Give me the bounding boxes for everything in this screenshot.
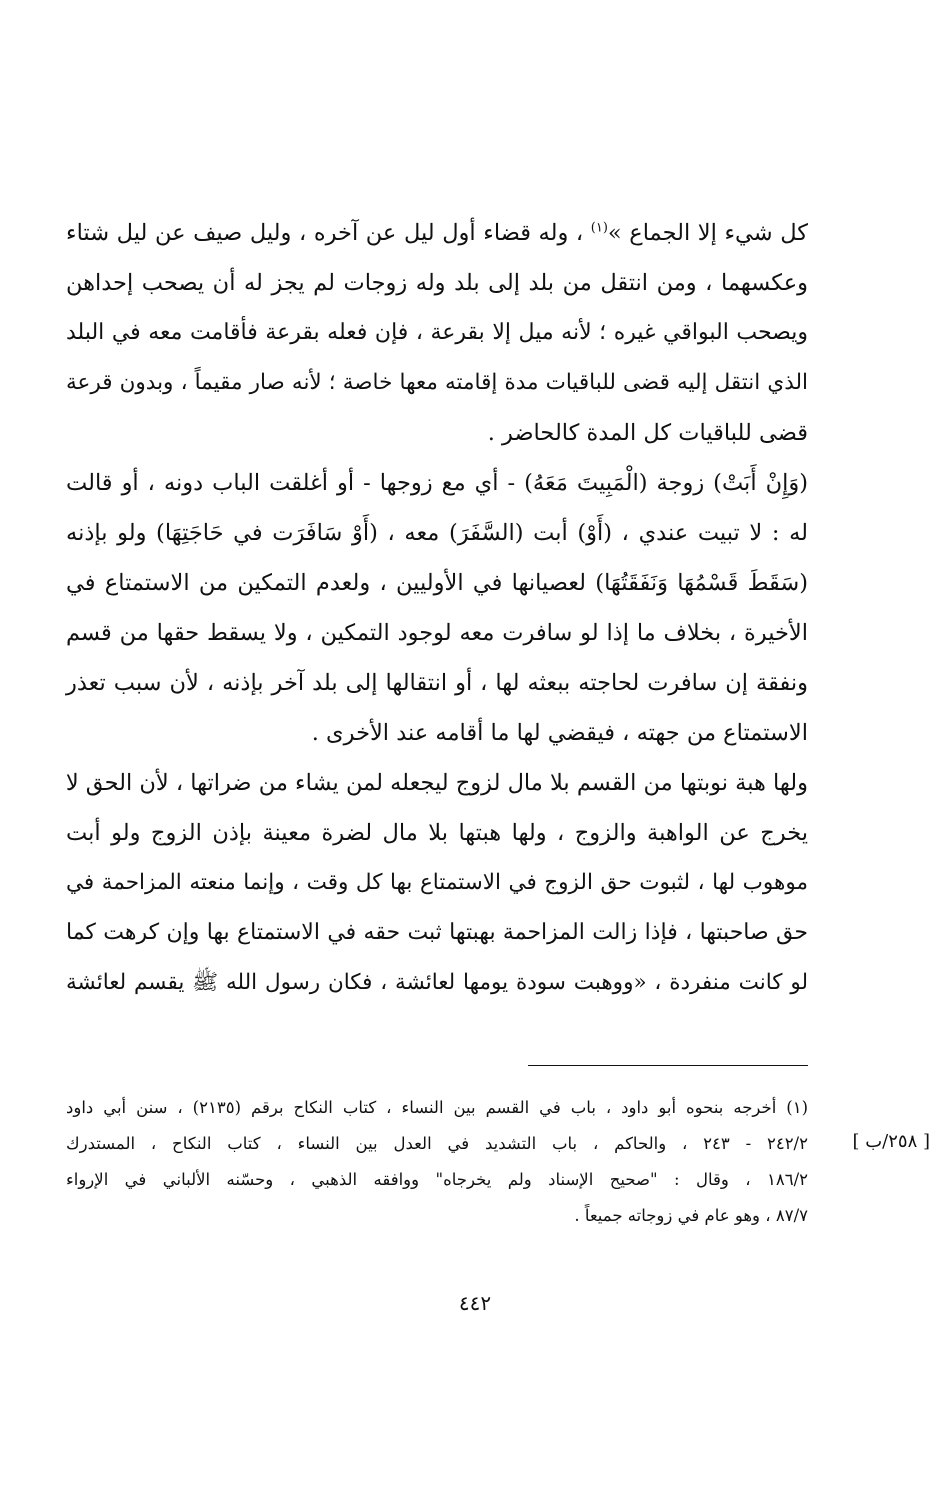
text-line: لو كانت منفردة ، «ووهبت سودة يومها لعائشة ، فكان رسول الله ﷺ يقسم لعائشة [66,970,808,995]
footnote-separator [528,1065,808,1066]
text-line: قضى للباقيات كل المدة كالحاضر . [487,420,808,446]
main-text [66,208,808,1008]
text-line: له : لا تبيت عندي ، (أَوْ) أبت (السَّفَرَ) معه ، (أَوْ سَافَرَت في حَاجَتِهَا) ولو بإذنه [66,520,808,546]
text-line: موهوب لها ، لثبوت حق الزوج في الاستمتاع بها كل وقت ، وإنما منعته المزاحمة في [66,870,808,895]
text-line: الأخيرة ، بخلاف ما إذا لو سافرت معه لوجود التمكين ، ولا يسقط حقها من قسم [66,620,808,646]
footnote-line: (١) أخرجه بنحوه أبو داود ، باب في القسم بين النساء ، كتاب النكاح برقم (٢١٣٥) ، سنن أبي داود [66,1098,808,1117]
footnote-marker[interactable]: (١) [590,220,608,236]
footnotes [66,1090,808,1234]
text-line: (وَإِنْ أَبَتْ) زوجة (الْمَبِيتَ مَعَهُ) - أي مع زوجها - أو أغلقت الباب دونه ، أو قالت [66,470,808,496]
text-line: ونفقة إن سافرت لحاجته ببعثه لها ، أو انتقالها إلى بلد آخر بإذنه ، لأن سبب تعذر [66,670,808,696]
text-line: حق صاحبتها ، فإذا زالت المزاحمة بهبتها ثبت حقه في الاستمتاع بها وإن كرهت كما [66,920,808,945]
page-number: ٤٤٢ [458,1291,492,1315]
text-line: يخرج عن الواهبة والزوج ، ولها هبتها بلا مال لضرة معينة بإذن الزوج ولو أبت [66,820,808,846]
footnote-line: ٨٧/٧ ، وهو عام في زوجاته جميعاً . [574,1206,808,1225]
text-line: ولها هبة نوبتها من القسم بلا مال لزوج ليجعله لمن يشاء من ضراتها ، لأن الحق لا [65,770,808,796]
text-line: الاستمتاع من جهته ، فيقضي لها ما أقامه عند الأخرى . [311,720,808,746]
text-line: وعكسهما ، ومن انتقل من بلد إلى بلد وله زوجات لم يجز له أن يصحب إحداهن [66,270,808,296]
footnote-line: ٢٤٢/٢ - ٢٤٣ ، والحاكم ، باب التشديد في العدل بين النساء ، كتاب النكاح ، المستدرك [66,1134,808,1153]
manuscript-folio-reference: [ ٢٥٨/ب ] [852,1131,930,1152]
text-line: ويصحب البواقي غيره ؛ لأنه ميل إلا بقرعة ، فإن فعله بقرعة فأقامت معه في البلد [66,320,808,345]
text-line: (سَقَطَ قَسْمُهَا وَنَفَقَتُهَا) لعصيانها في الأوليين ، ولعدم التمكين من الاستمتاع في [66,570,808,596]
text-line: الذي انتقل إليه قضى للباقيات مدة إقامته معها خاصة ؛ لأنه صار مقيماً ، وبدون قرعة [66,370,808,395]
text-line: كل شيء إلا الجماع »$^{(١)}$ ، وله قضاء أول ليل عن آخره ، وليل صيف عن ليل شتاء [66,220,808,246]
footnote-line: ١٨٦/٢ ، وقال : "صحيح الإسناد ولم يخرجاه" ووافقه الذهبي ، وحسّنه الألباني في الإرواء [66,1170,808,1189]
